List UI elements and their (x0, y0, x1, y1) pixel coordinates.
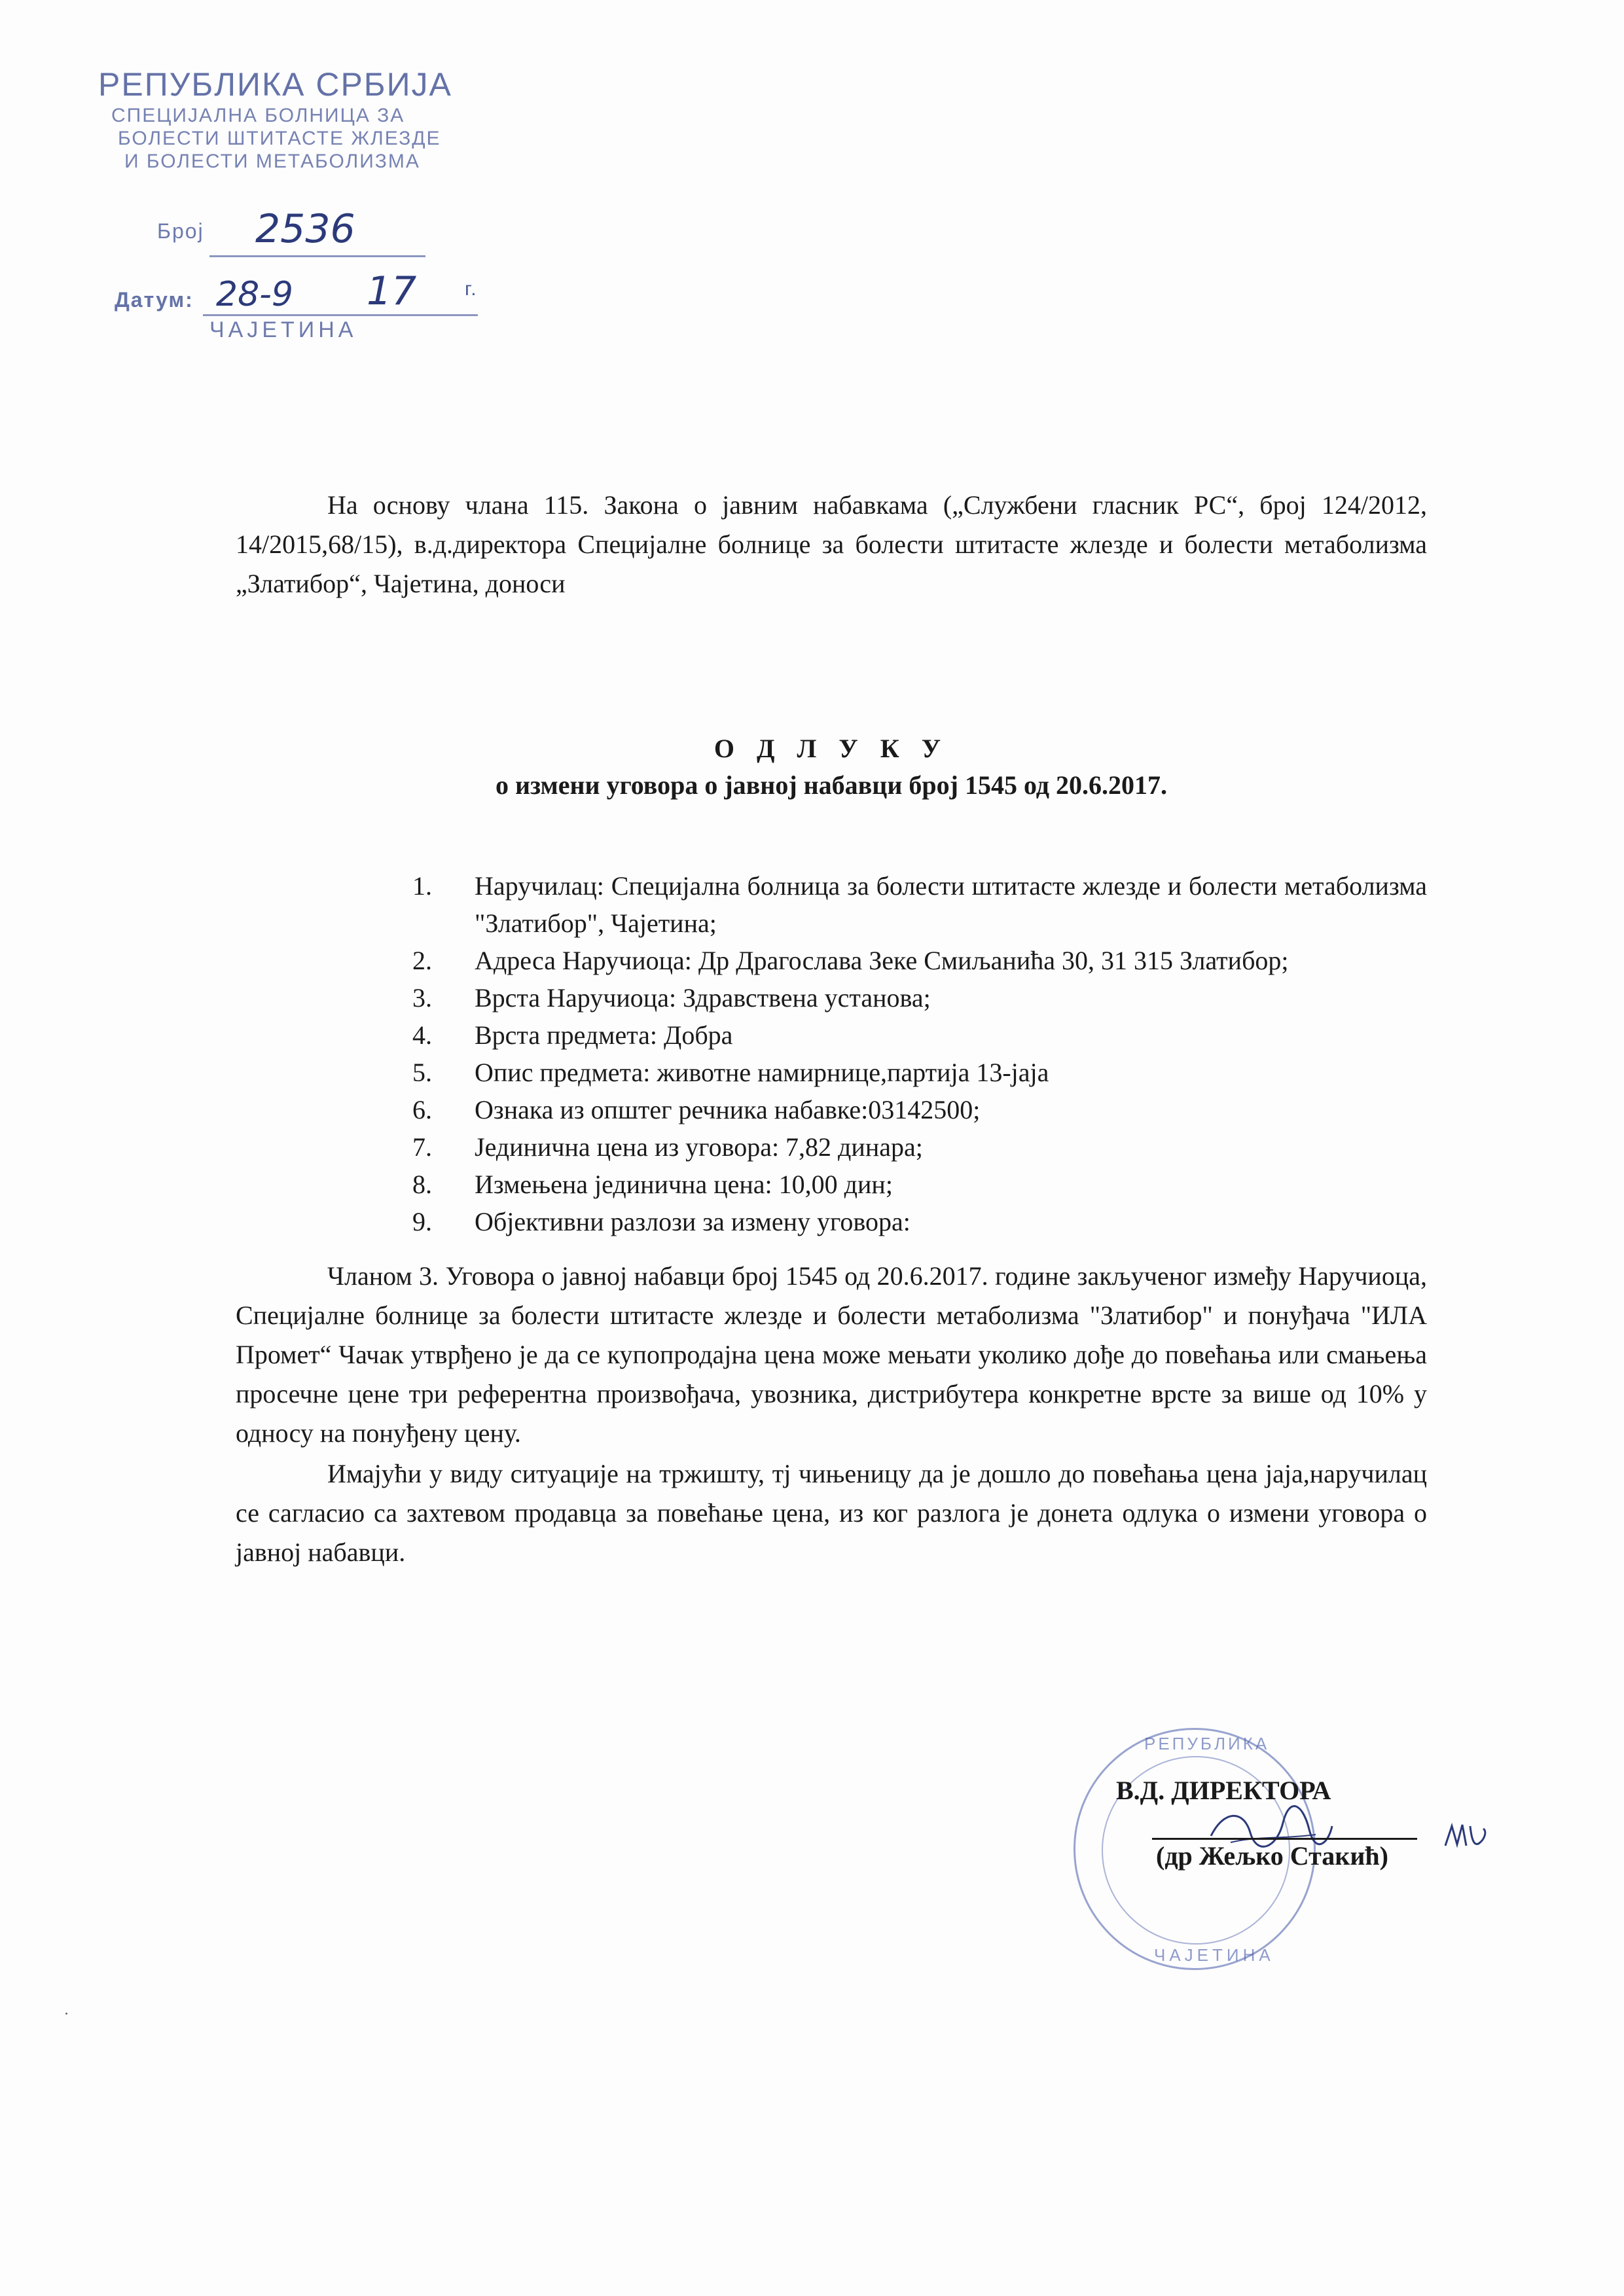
list-item-number: 5. (412, 1058, 432, 1087)
stamp-date-year: 17 (367, 268, 417, 314)
list-item-text: Наручилац: Специјална болница за болести штитасте жлезде и болести метаболизма "Златибор", Чајетина; (475, 871, 1427, 938)
list-item-text: Врста предмета: Добра (475, 1020, 733, 1050)
stamp-number-underline (209, 255, 425, 257)
reason-paragraph: Имајући у виду ситуације на тржишту, тј чињеницу да је дошло до повећања цена јаја,наручилац се сагласио са захтевом продавца за повећање цена, из ког разлога је донета одлука о измени уговора о јавној набавци. (236, 1459, 1427, 1567)
margin-dot (65, 2013, 67, 2015)
list-item (412, 942, 1427, 979)
stamp-institution-line1: СПЕЦИЈАЛНА БОЛНИЦА ЗА (111, 105, 405, 126)
list-item-number: 7. (412, 1132, 432, 1162)
round-seal-bottom-text: ЧАЈЕТИНА (1154, 1945, 1274, 1965)
stamp-institution-line2: БОЛЕСТИ ШТИТАСТЕ ЖЛЕЗДЕ (118, 128, 441, 149)
decision-title: О Д Л У К У (713, 734, 949, 763)
list-item-text: Измењена јединична цена: 10,00 дин; (475, 1170, 893, 1199)
stamp-date-underline (203, 314, 478, 316)
stamp-date-day-month: 28-9 (216, 275, 294, 314)
stamp-city: ЧАЈЕТИНА (209, 317, 357, 342)
list-item-number: 6. (412, 1095, 432, 1124)
signatory-title: В.Д. ДИРЕКТОРА (1116, 1776, 1331, 1805)
list-item (412, 1016, 1427, 1054)
article-3-paragraph: Чланом 3. Уговора о јавној набавци број 1545 од 20.6.2017. године закљученог између Наручиоца, Специјалне болнице за болести штитасте жлезде и болести метаболизма "Златибор" и понуђача "ИЛА Промет“ Чачак утврђено је да се купопродајна цена може мењати уколико дође до повећања или смањења просечне цене три референтна произвођача, увозника, дистрибутера конкретне врсте за више од 10% у односу на понуђену цену. (236, 1261, 1427, 1448)
list-item-text: Опис предмета: животне намирнице,партија 13-јаја (475, 1058, 1049, 1087)
list-item-text: Адреса Наручиоца: Др Драгослава Зеке Смиљанића 30, 31 315 Златибор; (475, 946, 1289, 975)
list-item (412, 867, 1427, 942)
round-seal-top-text: РЕПУБЛИКА (1144, 1734, 1270, 1753)
stamp-date-suffix: г. (465, 278, 478, 300)
list-item-text: Објективни разлози за измену уговора: (475, 1207, 911, 1236)
list-item-number: 9. (412, 1207, 432, 1236)
list-item-number: 2. (412, 946, 432, 975)
list-item-text: Јединична цена из уговора: 7,82 динара; (475, 1132, 923, 1162)
list-item (412, 1166, 1427, 1203)
registry-stamp (85, 59, 504, 360)
list-item (412, 1203, 1427, 1240)
handwritten-initials (1440, 1813, 1492, 1859)
list-item-number: 1. (412, 871, 432, 901)
stamp-republic: РЕПУБЛИКА СРБИЈА (98, 66, 452, 103)
list-item (412, 1091, 1427, 1128)
list-item-number: 3. (412, 983, 432, 1013)
list-item (412, 1054, 1427, 1091)
stamp-institution-line3: И БОЛЕСТИ МЕТАБОЛИЗМА (124, 151, 420, 172)
list-item-text: Ознака из општег речника набавке:03142500; (475, 1095, 981, 1124)
list-item-text: Врста Наручиоца: Здравствена установа; (475, 983, 931, 1013)
signature-line (1152, 1838, 1417, 1840)
list-item-number: 8. (412, 1170, 432, 1199)
stamp-date-label: Датум: (115, 288, 194, 312)
decision-items-list (412, 867, 1427, 1240)
signatory-name: (др Жељко Стакић) (1156, 1841, 1388, 1871)
decision-subtitle: о измени уговора о јавној набавци број 1545 од 20.6.2017. (495, 770, 1168, 800)
list-item (412, 1128, 1427, 1166)
list-item (412, 979, 1427, 1016)
stamp-number-label: Број (157, 219, 204, 243)
intro-paragraph: На основу члана 115. Закона о јавним набавкама („Службени гласник РС“, број 124/2012, 14/2015,68/15), в.д.директора Специјалне болнице за болести штитасте жлезде и болести метаболизма „Златибор“, Чајетина, доноси (236, 490, 1427, 598)
stamp-number-value: 2536 (255, 206, 355, 252)
list-item-number: 4. (412, 1020, 432, 1050)
